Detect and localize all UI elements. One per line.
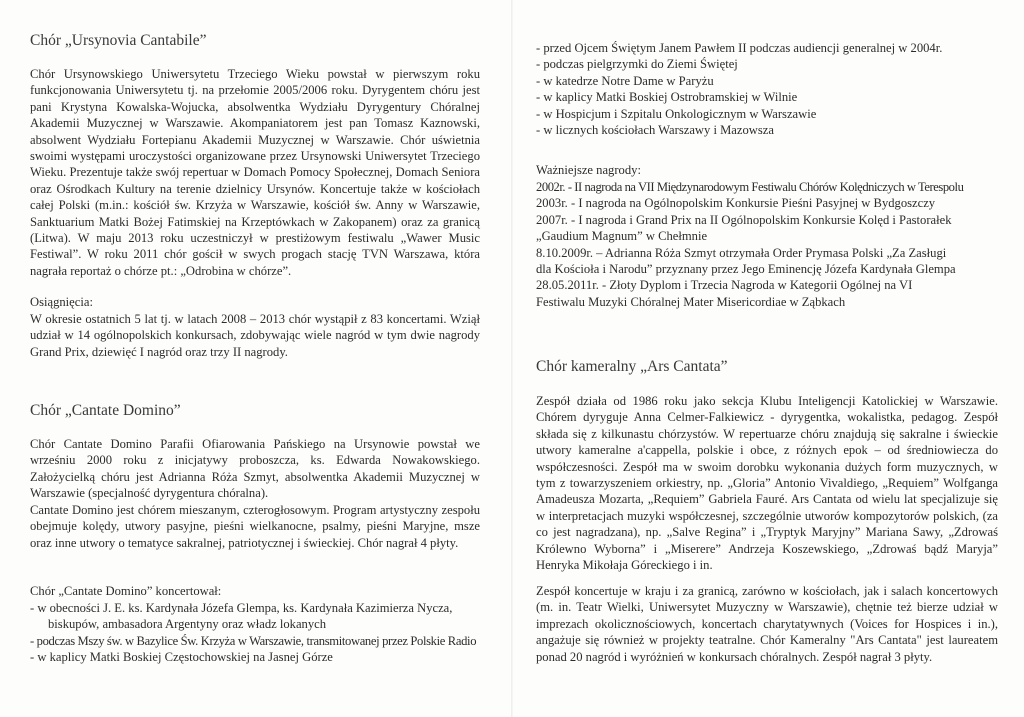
- paragraph-cantate-intro: Chór Cantate Domino Parafii Ofiarowania Pańskiego na Ursynowie powstał we wrześniu 2000 roku z inicjatywy proboszcza, ks. Edwarda Nowakowskiego. Założycielką chóru jest Adrianna Róża Szmyt, absolwentka Akademii Muzycznej w Warszawie (specjalność dyrygentura chóralna).: [30, 437, 480, 501]
- list-item: - przed Ojcem Świętym Janem Pawłem II podczas audiencji generalnej w 2004r.: [536, 41, 943, 55]
- heading-cantate-domino: Chór „Cantate Domino”: [30, 402, 181, 419]
- paragraph-ars-concerts: Zespół koncertuje w kraju i za granicą, zarówno w kościołach, jak i salach koncertowych (m. in. Teatr Wielki, Uniwersytet Muzyczny w Warszawie), chętnie też bierze udział w imprezach okolicznościowych, koncertach charytatywnych (Voices for Hospices i in.), angażuje się również w projekty teatralne. Chór Kameralny "Ars Cantata" jest laureatem ponad 20 nagród i wyróżnień w konkursach chóralnych. Zespół nagrał 3 płyty.: [536, 584, 998, 664]
- list-item: - w obecności J. E. ks. Kardynała Józefa Glempa, ks. Kardynała Kazimierza Nycza,: [30, 601, 453, 615]
- list-item: - w katedrze Notre Dame w Paryżu: [536, 73, 714, 88]
- award-item: 28.05.2011r. - Złoty Dyplom i Trzecia Nagroda w Kategorii Ogólnej na VI: [536, 278, 913, 293]
- award-item: Festiwalu Muzyki Chóralnej Mater Misericordiae w Ząbkach: [536, 294, 846, 309]
- list-item: - w kaplicy Matki Boskiej Częstochowskiej na Jasnej Górze: [30, 650, 333, 665]
- achievements-label: Osiągnięcia:: [30, 295, 93, 309]
- heading-ursynovia: Chór „Ursynovia Cantabile”: [30, 32, 207, 49]
- list-item: biskupów, ambasadora Argentyny oraz władz lokanych: [48, 617, 327, 632]
- achievements-text: W okresie ostatnich 5 lat tj. w latach 2008 – 2013 chór wystąpił z 83 koncertami. Wziął udział w 14 ogólnopolskich konkursach, zdobywając wiele nagród w tym dwie nagrody Grand Prix, dziewięć I nagród oraz trzy II nagrody.: [30, 312, 480, 359]
- paragraph-ars-cantata: Zespół działa od 1986 roku jako sekcja Klubu Inteligencji Katolickiej w Warszawie. Chórem dyryguje Anna Celmer-Falkiewicz - dyrygentka, wokalistka, pedagog. Zespół składa się z kilkunastu chórzystów. W repertuarze chóru znajdują się sakralne i świeckie utwory kameralne a'cappella, polskie i obce, z różnych epok – od średniowiecza do współczesności. Zespół ma w swoim dorobku wykonania dużych form muzycznych, w tym z towarzyszeniem orkiestry, np. „Gloria” Antonio Vivaldiego, „Requiem” Wolfganga Amadeusza Mozarta, „Requiem” Gabriela Fauré. Ars Cantata od wielu lat specjalizuje się w interpretacjach muzyki współczesnej, szczególnie utworów kompozytorów polskich, (za co jest nagradzana), np. „Salve Regina” i „Tryptyk Maryjny” Mariana Sawy, „Zdrowaś Królewno Wyborna” i „Miserere” Andrzeja Koszewskiego, „Zdrowaś bądź Maryja” Henryka Mikołaja Góreckiego i in.: [536, 394, 998, 573]
- award-item: „Gaudium Magnum” w Chełmnie: [536, 229, 708, 244]
- concert-label: Chór „Cantate Domino” koncertował:: [30, 584, 222, 598]
- award-item: 2002r. - II nagroda na VII Międzynarodowym Festiwalu Chórów Kolędniczych w Terespolu: [536, 180, 964, 194]
- heading-ars-cantata: Chór kameralny „Ars Cantata”: [536, 358, 728, 375]
- list-item: - w kaplicy Matki Boskiej Ostrobramskiej w Wilnie: [536, 90, 798, 105]
- award-item: 8.10.2009r. – Adrianna Róża Szmyt otrzymała Order Prymasa Polski „Za Zasługi: [536, 245, 947, 260]
- awards-label: Ważniejsze nagrody:: [536, 163, 641, 177]
- paragraph-ursynovia: Chór Ursynowskiego Uniwersytetu Trzeciego Wieku powstał w pierwszym roku funkcjonowania Uniwersytetu tj. na przełomie 2005/2006 roku. Dyrygentem chóru jest pani Krystyna Kowalska-Wojucka, absolwentka Wydziału Dyrygentury Chóralnej Akademii Muzycznej w Warszawie. Akompaniatorem jest pan Tomasz Kaznowski, absolwent Wydziału Fortepianu Akademii Muzycznej w Warszawie. Chór uświetnia swoimi występami uroczystości organizowane przez Ursynowski Uniwersytet Trzeciego Wieku. Prezentuje także swój repertuar w Domach Pomocy Społecznej, Domach Seniora oraz Ośrodkach Kultury na terenie dzielnicy Ursynów. Koncertuje także w kościołach całej Polski (m.in.: kościół św. Krzyża w Warszawie, kościół św. Anny w Warszawie, Sanktuarium Matki Bożej Fatimskiej na Krzeptówkach w Zakopanem) oraz za granicą (Litwa). W maju 2013 roku uczestniczył w prestiżowym festiwalu „Wawer Music Festiwal”. W roku 2011 chór gościł w swych progach stację TVN Warszawa, która nagrała reportaż o chórze pt.: „Odrobina w chórze”.: [30, 67, 480, 278]
- list-item: - w Hospicjum i Szpitalu Onkologicznym w Warszawie: [536, 106, 817, 121]
- awards-list: [536, 179, 1016, 310]
- list-item: - podczas pielgrzymki do Ziemi Świętej: [536, 57, 738, 72]
- award-item: 2003r. - I nagroda na Ogólnopolskim Konkursie Pieśni Pasyjnej w Bydgoszczy: [536, 196, 936, 211]
- page-fold: [511, 0, 513, 717]
- list-item: - podczas Mszy św. w Bazylice Św. Krzyża w Warszawie, transmitowanej przez Polskie Radio: [30, 633, 477, 648]
- concert-list-right: [536, 40, 1006, 138]
- list-item: - w licznych kościołach Warszawy i Mazowsza: [536, 123, 774, 138]
- paragraph-cantate-program: Cantate Domino jest chórem mieszanym, czterogłosowym. Program artystyczny zespołu obejmuje kolędy, utwory pasyjne, pieśni wielkanocne, psalmy, pieśni Maryjne, msze oraz inne utwory o tematyce sakralnej, patriotycznej i świeckiej. Chór nagrał 4 płyty.: [30, 503, 480, 550]
- award-item: dla Kościoła i Narodu” przyznany przez Jego Eminencję Józefa Kardynała Glempa: [536, 262, 956, 277]
- concert-list-left: [30, 600, 500, 666]
- award-item: 2007r. - I nagroda i Grand Prix na II Ogólnopolskim Konkursie Kolęd i Pastorałek: [536, 212, 952, 227]
